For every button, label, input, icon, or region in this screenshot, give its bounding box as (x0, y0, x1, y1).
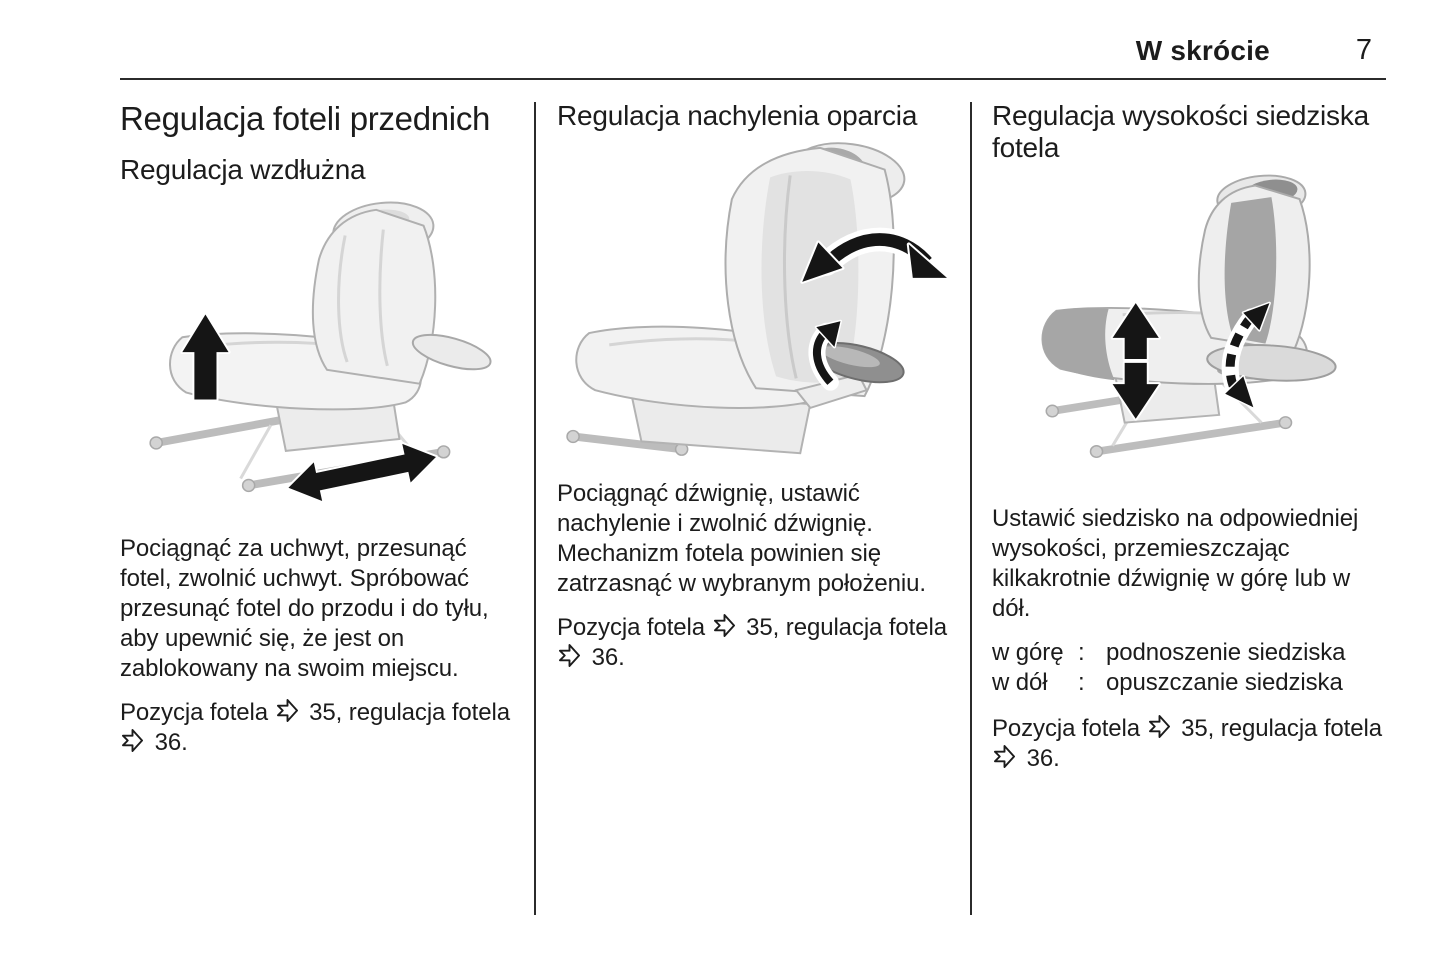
column-longitudinal-adjustment (120, 100, 514, 758)
ref-text: 35, regulacja fotela (746, 614, 947, 641)
seat-longitudinal-svg (120, 196, 514, 522)
cross-reference-arrow-icon (122, 729, 143, 752)
definition-term: w dół (992, 669, 1048, 696)
definition-list (992, 638, 1386, 698)
subsection-heading: Regulacja wzdłużna (120, 154, 366, 185)
column-divider (970, 102, 972, 915)
ref-text: Pozycja fotela (557, 614, 706, 641)
cross-reference-line (557, 613, 951, 673)
ref-text: Pozycja fotela (992, 715, 1141, 742)
ref-text: 35, regulacja fotela (1181, 715, 1382, 742)
definition-row (992, 668, 1386, 698)
page-header (120, 34, 1386, 67)
seat-longitudinal-illustration (120, 196, 514, 522)
section-heading: Regulacja foteli przednich (120, 100, 491, 137)
cross-reference-line (992, 714, 1386, 774)
header-rule (120, 78, 1386, 80)
page-title: W skrócie (1135, 35, 1270, 66)
cross-reference-arrow-icon (559, 644, 580, 667)
ref-text: 36. (154, 729, 188, 756)
seat-recline-svg (557, 142, 951, 467)
cross-reference-arrow-icon (277, 699, 298, 722)
seat-backrest (313, 210, 435, 384)
seat-recline-illustration (557, 142, 951, 467)
ref-text: 35, regulacja fotela (309, 699, 510, 726)
cross-reference-arrow-icon (994, 745, 1015, 768)
seat-height-svg (992, 174, 1386, 492)
cross-reference-line (120, 698, 514, 758)
ref-text: 36. (591, 644, 625, 671)
cushion-dark-front (1042, 308, 1114, 380)
ref-text: Pozycja fotela (120, 699, 269, 726)
cross-reference-arrow-icon (714, 614, 735, 637)
column-seat-height (992, 100, 1386, 774)
body-paragraph: Ustawić siedzisko na odpowiedniej wysokości, przemieszczając kilkakrotnie dźwignię w górę lub w dół. (992, 505, 1359, 622)
column-backrest-recline (557, 100, 951, 673)
subsection-heading: Regulacja nachylenia oparcia (557, 100, 918, 131)
subsection-heading: Regulacja wysokości siedziska fotela (992, 100, 1370, 163)
page-number: 7 (1355, 34, 1372, 66)
column-divider (534, 102, 536, 915)
body-paragraph: Pociągnąć dźwignię, ustawić nachylenie i zwolnić dźwignię. Mechanizm fotela powinien się zatrzasnąć w wybranym położeniu. (557, 480, 926, 597)
definition-term: w górę (992, 639, 1064, 666)
body-paragraph: Pociągnąć za uchwyt, przesunąć fotel, zwolnić uchwyt. Spróbować przesunąć fotel do przodu i do tyłu, aby upewnić się, że jest on zablokowany na swoim miejscu. (120, 535, 489, 682)
definition-description: opuszczanie siedziska (1106, 669, 1343, 696)
cross-reference-arrow-icon (1149, 715, 1170, 738)
definition-row (992, 638, 1386, 668)
definition-description: podnoszenie siedziska (1106, 639, 1346, 666)
definition-separator: : (1078, 669, 1085, 696)
seat-height-illustration (992, 174, 1386, 492)
definition-separator: : (1078, 639, 1085, 666)
ref-text: 36. (1026, 745, 1060, 772)
